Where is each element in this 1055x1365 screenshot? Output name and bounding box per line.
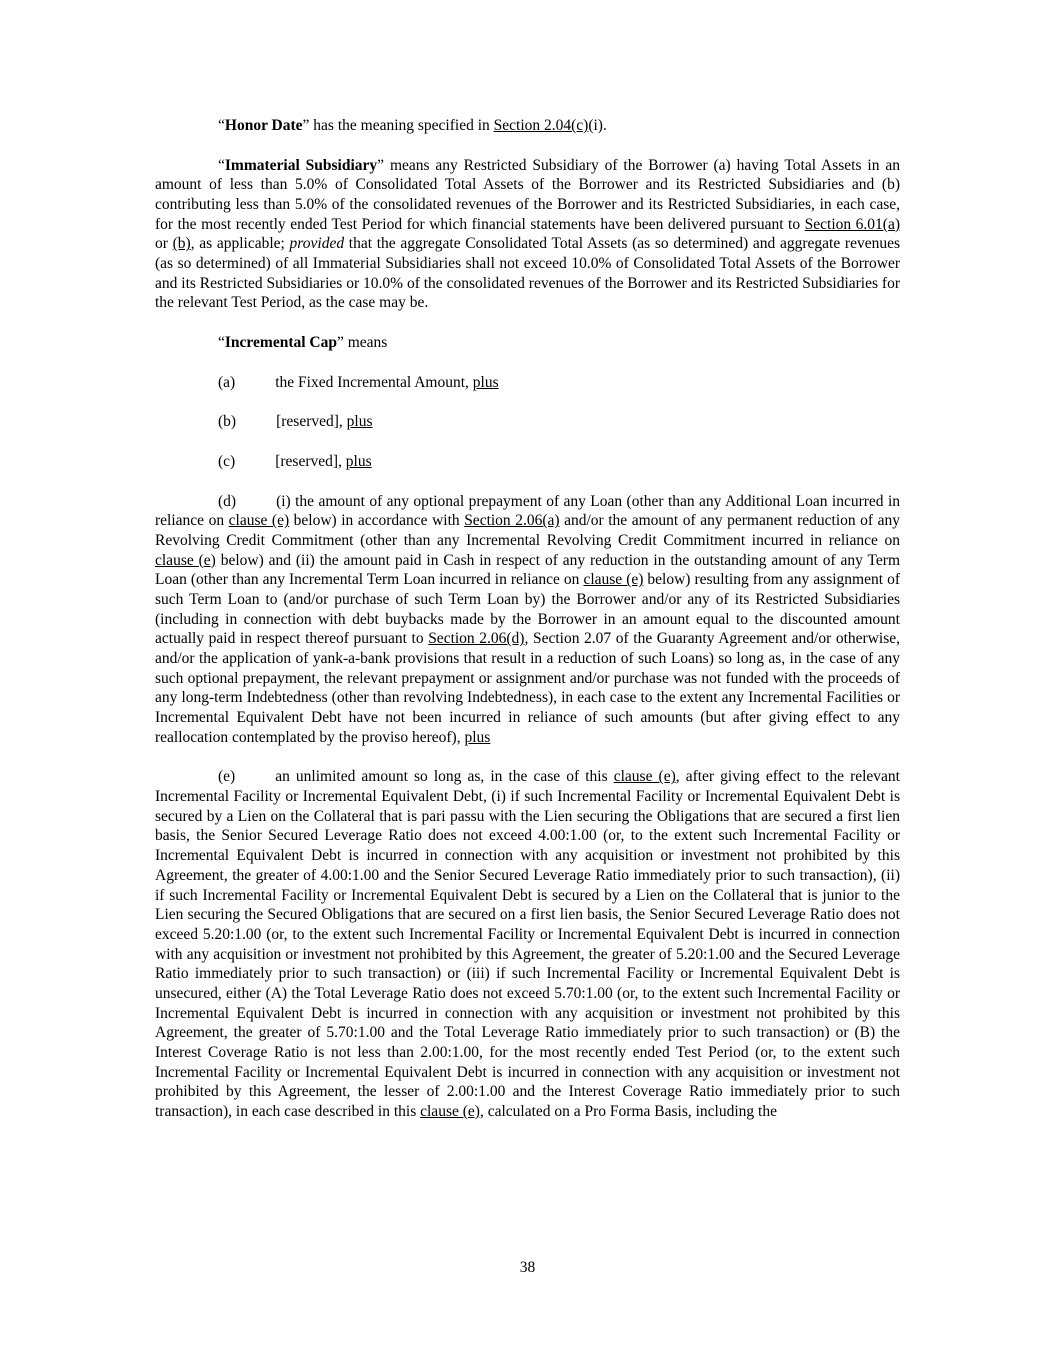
defined-term: Honor Date [224,117,303,134]
text-run: an unlimited amount so long as, in the case of this [275,768,614,786]
text-run: , calculated on a Pro Forma Basis, including the [479,1102,777,1120]
text-run: below) in accordance with [289,512,465,530]
clause-paragraph [155,767,900,1121]
section-reference: Section 2.06(d) [428,630,525,648]
text-run: or [155,235,173,253]
clause-marker: (e) [218,768,236,786]
clause-reference: clause (e) [583,571,644,589]
defined-term: Immaterial Subsidiary [224,156,378,174]
clause-marker: (b) [218,413,237,431]
text-run: plus [346,413,373,431]
text-run: below) resulting from any assignment of such Term Loan to (and/or purchase of such Term Loan by) the Borrower and/or any of its Restricted Subsidiaries (including in connection with debt buybacks made by the Borrower in an amount equal to the discounted amount actually paid in respect thereof pursuant to [155,571,900,648]
text-run: “ [218,334,225,352]
text-run: provided [289,235,345,253]
text-run: plus [345,453,372,471]
text-run: ” means any Restricted Subsidiary of the Borrower (a) having Total Assets in an amount of less than 5.0% of Consolidated Total Assets of the Borrower and its Restricted Subsidiaries and (b) contributing less than 5.0% of the consolidated revenues of the Borrower and its Restricted Subsidiaries, in each case, for the most recently ended Test Period for which financial statements have been delivered pursuant to [155,156,900,233]
paragraph [155,156,900,313]
text-run: “ [218,117,225,134]
document-text [155,116,900,1122]
paragraph [155,333,900,353]
clause-paragraph [155,373,900,393]
text-run: [reserved], [276,413,347,431]
text-run: and/or the amount of any permanent reduction of any Revolving Credit Commitment (other than any Incremental Revolving Credit Commitment incurred in reliance on [155,512,901,550]
clause-reference: clause (e) [613,768,676,786]
text-run: (i). [588,117,607,134]
text-run: plus [464,728,491,746]
clause-reference: clause (e) [155,551,216,569]
text-run: [reserved], [275,453,346,471]
section-reference: Section 2.06(a) [464,512,560,530]
text-run: the Fixed Incremental Amount, [275,373,473,391]
clause-reference: clause (e) [228,512,290,530]
text-run: , Section 2.07 of the Guaranty Agreement and/or otherwise, and/or the application of yank-a-bank provisions that result in a reduction of such Loans) so long as, in the case of any such optional prepayment, the relevant prepayment or assignment and/or purchase was not funded with the proceeds of any long-term Indebtedness (other than revolving Indebtedness), in each case to the extent any Incremental Facilities or Incremental Equivalent Debt have not been incurred in reliance of such amounts (but after giving effect to any reallocation contemplated by the proviso hereof), [155,630,900,746]
clause-marker: (c) [218,453,236,471]
defined-term: Incremental Cap [224,334,337,352]
text-run: that the aggregate Consolidated Total Assets (as so determined) and aggregate revenues (as so determined) of all Immaterial Subsidiaries shall not exceed 10.0% of Consolidated Total Assets of the Borrower and its Restricted Subsidiaries or 10.0% of the consolidated revenues of the Borrower and its Restricted Subsidiaries for the relevant Test Period, as the case may be. [155,235,900,312]
section-reference: Section 6.01(a) [804,215,900,233]
clause-paragraph [155,492,900,748]
section-reference: Section 2.04(c) [493,117,589,134]
text-run: , after giving effect to the relevant Incremental Facility or Incremental Equivalent Debt, (i) if such Incremental Facility or Incremental Equivalent Debt is secured by a Lien on the Collateral that is pari passu with the Lien securing the Obligations that are secured a first lien basis, the Senior Secured Leverage Ratio does not exceed 4.00:1.00 (or, to the extent such Incremental Facility or Incremental Equivalent Debt is incurred in connection with any acquisition or investment not prohibited by this Agreement, the greater of 4.00:1.00 and the Senior Secured Leverage Ratio immediately prior to such transaction), (ii) if such Incremental Facility or Incremental Equivalent Debt is secured by a Lien on the Collateral that is junior to the Lien securing the Secured Obligations that are secured on a first lien basis, the Senior Secured Leverage Ratio does not exceed 5.20:1.00 (or, to the extent such Incremental Facility or Incremental Equivalent Debt is incurred in connection with any acquisition or investment not prohibited by this Agreement, the greater of 5.20:1.00 and the Secured Leverage Ratio immediately prior to such transaction) or (iii) if such Incremental Facility or Incremental Equivalent Debt is unsecured, either (A) the Total Leverage Ratio does not exceed 5.70:1.00 (or, to the extent such Incremental Facility or Incremental Equivalent Debt is incurred in connection with any acquisition or investment not prohibited by this Agreement, the greater of 5.70:1.00 and the Total Leverage Ratio immediately prior to such transaction) or (B) the Interest Coverage Ratio is not less than 2.00:1.00, for the most recently ended Test Period (or, to the extent such Incremental Facility or Incremental Equivalent Debt is incurred in connection with any acquisition or investment not prohibited by this Agreement, the lesser of 2.00:1.00 and the Interest Coverage Ratio immediately prior to such transaction), in each case described in this [155,768,900,1120]
text-run: below) and (ii) the amount paid in Cash in respect of any reduction in the outstanding amount of any Term Loan (other than any Incremental Term Loan incurred in reliance on [155,551,900,589]
paragraph [155,116,900,136]
text-run: ” means [336,334,388,352]
clause-paragraph [155,452,900,472]
clause-marker: (a) [218,373,236,391]
text-run: ” has the meaning specified in [302,117,494,134]
text-run: plus [472,373,499,391]
clause-marker: (d) [218,492,237,510]
text-run: (i) the amount of any optional prepayment of any Loan (other than any Additional Loan incurred in reliance on [155,492,900,530]
section-reference: (b) [172,235,191,253]
clause-reference: clause (e) [420,1102,480,1120]
text-run: , as applicable; [190,235,290,253]
text-run: “ [218,156,225,174]
page-number: 38 [519,1259,536,1276]
clause-paragraph [155,412,900,432]
